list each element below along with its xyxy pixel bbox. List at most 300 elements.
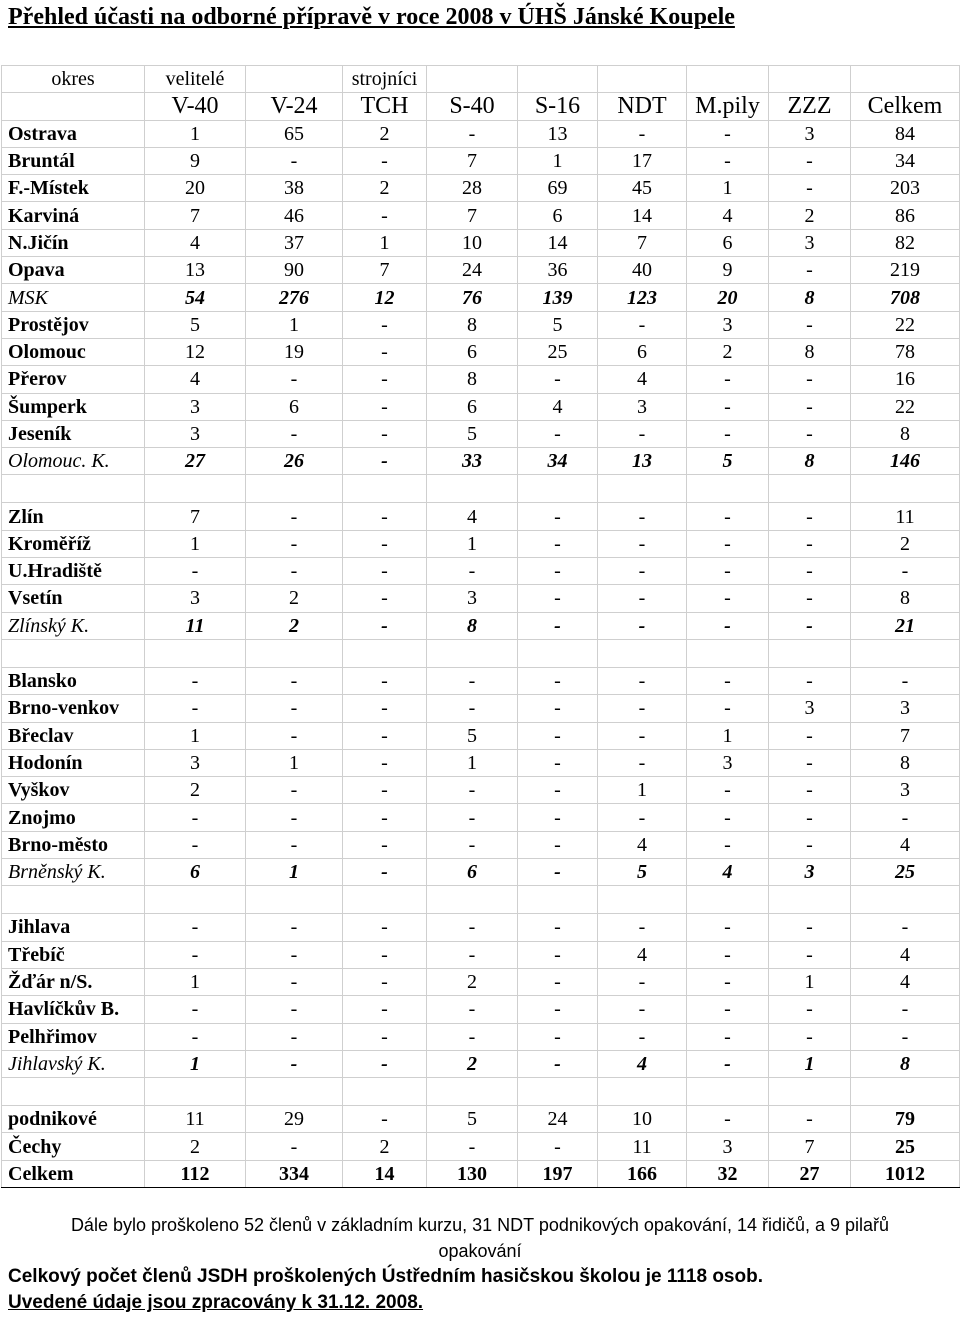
value-cell: 2 [851,530,960,557]
value-cell: - [518,1023,598,1050]
value-cell: - [769,175,851,202]
value-cell: 12 [145,338,246,365]
empty-cell [769,639,851,667]
value-cell: - [769,722,851,749]
empty-cell [246,475,343,503]
empty-cell [851,639,960,667]
value-cell: 8 [851,749,960,776]
value-cell: - [769,667,851,694]
region-total-row [2,612,960,639]
empty-cell [687,475,769,503]
district-name: Ostrava [2,120,145,147]
value-cell: 1 [427,749,518,776]
value-cell: - [343,968,427,995]
table-row [2,585,960,612]
value-cell: 3 [769,120,851,147]
value-cell: - [343,1023,427,1050]
value-cell: - [145,996,246,1023]
value-cell: 1 [145,120,246,147]
value-cell: 12 [343,284,427,311]
value-cell: 3 [598,393,687,420]
value-cell: - [851,1023,960,1050]
value-cell: 276 [246,284,343,311]
value-cell: - [246,968,343,995]
column-header: V-24 [246,93,343,120]
value-cell: - [343,558,427,585]
value-cell: 3 [427,585,518,612]
value-cell: 6 [246,393,343,420]
value-cell: 8 [851,1050,960,1077]
value-cell: - [851,667,960,694]
value-cell: 24 [427,257,518,284]
value-cell: 6 [427,393,518,420]
value-cell: 7 [769,1133,851,1160]
value-cell: 2 [343,1133,427,1160]
empty-cell [687,639,769,667]
value-cell: 33 [427,448,518,475]
value-cell: - [598,996,687,1023]
table-row [2,503,960,530]
value-cell: - [343,695,427,722]
value-cell: 5 [145,311,246,338]
empty-cell [769,886,851,914]
value-cell: 22 [851,311,960,338]
value-cell: 1 [518,147,598,174]
value-cell: - [343,1106,427,1133]
value-cell: - [598,612,687,639]
district-name: Hodonín [2,749,145,776]
value-cell: 19 [246,338,343,365]
value-cell: - [851,558,960,585]
value-cell: - [769,558,851,585]
value-cell: 8 [427,612,518,639]
value-cell: - [687,1050,769,1077]
value-cell: - [343,612,427,639]
value-cell: 14 [518,229,598,256]
value-cell: - [769,777,851,804]
value-cell: - [145,831,246,858]
value-cell: 17 [598,147,687,174]
empty-cell [145,886,246,914]
value-cell: - [518,530,598,557]
value-cell: - [687,530,769,557]
value-cell: - [343,530,427,557]
value-cell: 708 [851,284,960,311]
value-cell: - [518,585,598,612]
value-cell: - [246,503,343,530]
value-cell: 5 [427,420,518,447]
column-header: Celkem [851,93,960,120]
value-cell: - [687,366,769,393]
value-cell: - [769,420,851,447]
value-cell: - [769,831,851,858]
value-cell: 219 [851,257,960,284]
value-cell: - [427,804,518,831]
value-cell: - [343,722,427,749]
table-row [2,1106,960,1133]
value-cell: - [343,777,427,804]
value-cell: - [427,558,518,585]
value-cell: 3 [769,229,851,256]
table-row [2,667,960,694]
region-total-row [2,284,960,311]
value-cell: 3 [687,749,769,776]
value-cell: - [598,914,687,941]
value-cell: - [518,667,598,694]
value-cell: - [343,420,427,447]
value-cell: 84 [851,120,960,147]
value-cell: - [518,366,598,393]
value-cell: - [518,558,598,585]
spacer-row [2,639,960,667]
value-cell: - [851,804,960,831]
value-cell: - [145,914,246,941]
value-cell: - [427,695,518,722]
value-cell: 8 [851,420,960,447]
value-cell: 4 [145,366,246,393]
district-name: Vsetín [2,585,145,612]
value-cell: - [687,558,769,585]
table-body [2,66,960,1188]
value-cell: - [687,120,769,147]
value-cell: 1 [145,722,246,749]
table-row [2,749,960,776]
value-cell: - [769,914,851,941]
value-cell: 25 [851,1133,960,1160]
value-cell: 2 [769,202,851,229]
district-name: Zlín [2,503,145,530]
value-cell: - [687,941,769,968]
empty-cell [343,1078,427,1106]
value-cell: 8 [769,284,851,311]
value-cell: - [518,1133,598,1160]
value-cell: 26 [246,448,343,475]
empty-cell [687,1078,769,1106]
value-cell: - [246,914,343,941]
value-cell: 1 [687,722,769,749]
value-cell: - [343,804,427,831]
district-name: Bruntál [2,147,145,174]
district-name: Znojmo [2,804,145,831]
value-cell: - [343,831,427,858]
value-cell: 8 [427,311,518,338]
value-cell: - [343,147,427,174]
value-cell: 139 [518,284,598,311]
district-name: Karviná [2,202,145,229]
value-cell: 45 [598,175,687,202]
table-row [2,311,960,338]
empty-cell [343,639,427,667]
value-cell: 1 [687,175,769,202]
value-cell: 6 [687,229,769,256]
value-cell: 5 [598,859,687,886]
value-cell: - [687,914,769,941]
value-cell: 3 [145,420,246,447]
table-row [2,120,960,147]
value-cell: - [246,1050,343,1077]
value-cell: - [598,420,687,447]
empty-cell [598,886,687,914]
district-name: N.Jičín [2,229,145,256]
group-header-cell: velitelé [145,66,246,93]
value-cell: - [687,777,769,804]
value-cell: - [687,695,769,722]
table-row [2,202,960,229]
value-cell: 14 [598,202,687,229]
value-cell: 9 [145,147,246,174]
table-row [2,530,960,557]
empty-cell [851,475,960,503]
value-cell: 2 [427,968,518,995]
value-cell: 21 [851,612,960,639]
value-cell: - [598,1023,687,1050]
value-cell: 123 [598,284,687,311]
spacer-row [2,1078,960,1106]
district-name: Brněnský K. [2,859,145,886]
district-name: F.-Místek [2,175,145,202]
value-cell: - [246,1133,343,1160]
value-cell: 11 [851,503,960,530]
date-note: Uvedené údaje jsou zpracovány k 31.12. 2008. [8,1292,424,1313]
value-cell: 46 [246,202,343,229]
value-cell: - [343,941,427,968]
value-cell: 22 [851,393,960,420]
value-cell: - [145,558,246,585]
value-cell: - [145,1023,246,1050]
value-cell: - [427,120,518,147]
empty-cell [598,639,687,667]
value-cell: 4 [851,941,960,968]
empty-cell [246,639,343,667]
value-cell: - [598,530,687,557]
value-cell: - [687,968,769,995]
value-cell: - [598,722,687,749]
value-cell: - [518,503,598,530]
value-cell: 4 [687,202,769,229]
district-name: Přerov [2,366,145,393]
empty-cell [518,639,598,667]
empty-cell [2,475,145,503]
group-header-cell: strojníci [343,66,427,93]
value-cell: - [518,777,598,804]
value-cell: 7 [598,229,687,256]
value-cell: - [687,147,769,174]
value-cell: - [246,996,343,1023]
column-header: S-40 [427,93,518,120]
district-name: Blansko [2,667,145,694]
district-name: Brno-město [2,831,145,858]
district-name: Brno-venkov [2,695,145,722]
value-cell: - [427,996,518,1023]
value-cell: 7 [145,202,246,229]
empty-cell [769,475,851,503]
value-cell: - [769,1106,851,1133]
value-cell: - [246,147,343,174]
value-cell: 112 [145,1160,246,1187]
value-cell: - [518,722,598,749]
value-cell: - [598,503,687,530]
value-cell: 3 [145,585,246,612]
value-cell: - [343,366,427,393]
value-cell: 24 [518,1106,598,1133]
value-cell: - [518,968,598,995]
footnote: Dále bylo proškoleno 52 členů v základním kurzu, 31 NDT podnikových opakování, 14 řidičů, a 9 pilařů opakování [70,1215,890,1261]
table-row [2,968,960,995]
value-cell: 1 [246,311,343,338]
value-cell: 2 [246,585,343,612]
column-header: V-40 [145,93,246,120]
empty-cell [518,475,598,503]
empty-cell [246,886,343,914]
value-cell: - [518,612,598,639]
district-name: Jeseník [2,420,145,447]
value-cell: 7 [427,202,518,229]
value-cell: - [518,749,598,776]
value-cell: - [598,968,687,995]
value-cell: - [427,941,518,968]
value-cell: - [246,777,343,804]
empty-cell [145,639,246,667]
column-header [2,93,145,120]
value-cell: 6 [598,338,687,365]
empty-cell [2,639,145,667]
table-row [2,558,960,585]
value-cell: 3 [145,749,246,776]
value-cell: 13 [518,120,598,147]
value-cell: 4 [598,831,687,858]
district-name: Opava [2,257,145,284]
group-header-cell [598,66,687,93]
empty-cell [427,1078,518,1106]
table-row [2,393,960,420]
value-cell: 2 [145,1133,246,1160]
value-cell: 146 [851,448,960,475]
table-row [2,175,960,202]
district-name: Kroměříž [2,530,145,557]
value-cell: - [343,448,427,475]
value-cell: 203 [851,175,960,202]
district-name: Zlínský K. [2,612,145,639]
value-cell: 3 [851,695,960,722]
value-cell: - [246,1023,343,1050]
value-cell: - [687,831,769,858]
value-cell: 4 [145,229,246,256]
empty-cell [427,475,518,503]
value-cell: 78 [851,338,960,365]
value-cell: - [769,366,851,393]
value-cell: - [598,804,687,831]
column-header: NDT [598,93,687,120]
value-cell: - [145,804,246,831]
value-cell: 1 [769,968,851,995]
district-name: Olomouc. K. [2,448,145,475]
spacer-row [2,475,960,503]
value-cell: 11 [145,612,246,639]
value-cell: 37 [246,229,343,256]
table-row [2,229,960,256]
value-cell: - [246,420,343,447]
value-cell: 1 [246,749,343,776]
value-cell: - [145,667,246,694]
value-cell: 38 [246,175,343,202]
column-header: TCH [343,93,427,120]
value-cell: - [343,667,427,694]
value-cell: 8 [769,338,851,365]
value-cell: 7 [851,722,960,749]
value-cell: 3 [687,1133,769,1160]
table-row [2,996,960,1023]
empty-cell [427,886,518,914]
group-header-cell: okres [2,66,145,93]
value-cell: 10 [598,1106,687,1133]
value-cell: - [246,695,343,722]
value-cell: - [246,941,343,968]
value-cell: - [518,914,598,941]
value-cell: - [246,667,343,694]
empty-cell [851,886,960,914]
value-cell: - [518,941,598,968]
empty-cell [598,475,687,503]
value-cell: - [598,120,687,147]
value-cell: 34 [518,448,598,475]
value-cell: - [687,1106,769,1133]
value-cell: 79 [851,1106,960,1133]
empty-cell [2,886,145,914]
value-cell: - [246,530,343,557]
value-cell: 166 [598,1160,687,1187]
value-cell: 11 [145,1106,246,1133]
value-cell: 4 [598,366,687,393]
value-cell: - [769,311,851,338]
value-cell: 86 [851,202,960,229]
value-cell: - [246,831,343,858]
value-cell: 25 [518,338,598,365]
value-cell: - [687,420,769,447]
empty-cell [2,1078,145,1106]
value-cell: - [427,1133,518,1160]
district-name: podnikové [2,1106,145,1133]
empty-cell [518,886,598,914]
value-cell: 82 [851,229,960,256]
value-cell: - [145,695,246,722]
value-cell: 13 [145,257,246,284]
value-cell: - [427,831,518,858]
column-header: ZZZ [769,93,851,120]
value-cell: 4 [851,968,960,995]
value-cell: 2 [343,120,427,147]
empty-cell [246,1078,343,1106]
group-header-cell [769,66,851,93]
value-cell: - [427,777,518,804]
value-cell: 27 [769,1160,851,1187]
region-total-row [2,1050,960,1077]
value-cell: 8 [427,366,518,393]
value-cell: - [343,996,427,1023]
group-header-cell [518,66,598,93]
empty-cell [851,1078,960,1106]
value-cell: - [518,420,598,447]
group-header-cell [246,66,343,93]
value-cell: 76 [427,284,518,311]
value-cell: 9 [687,257,769,284]
value-cell: 1 [598,777,687,804]
value-cell: - [687,996,769,1023]
table-row [2,777,960,804]
value-cell: 2 [145,777,246,804]
value-cell: - [343,311,427,338]
value-cell: - [343,749,427,776]
value-cell: - [518,695,598,722]
